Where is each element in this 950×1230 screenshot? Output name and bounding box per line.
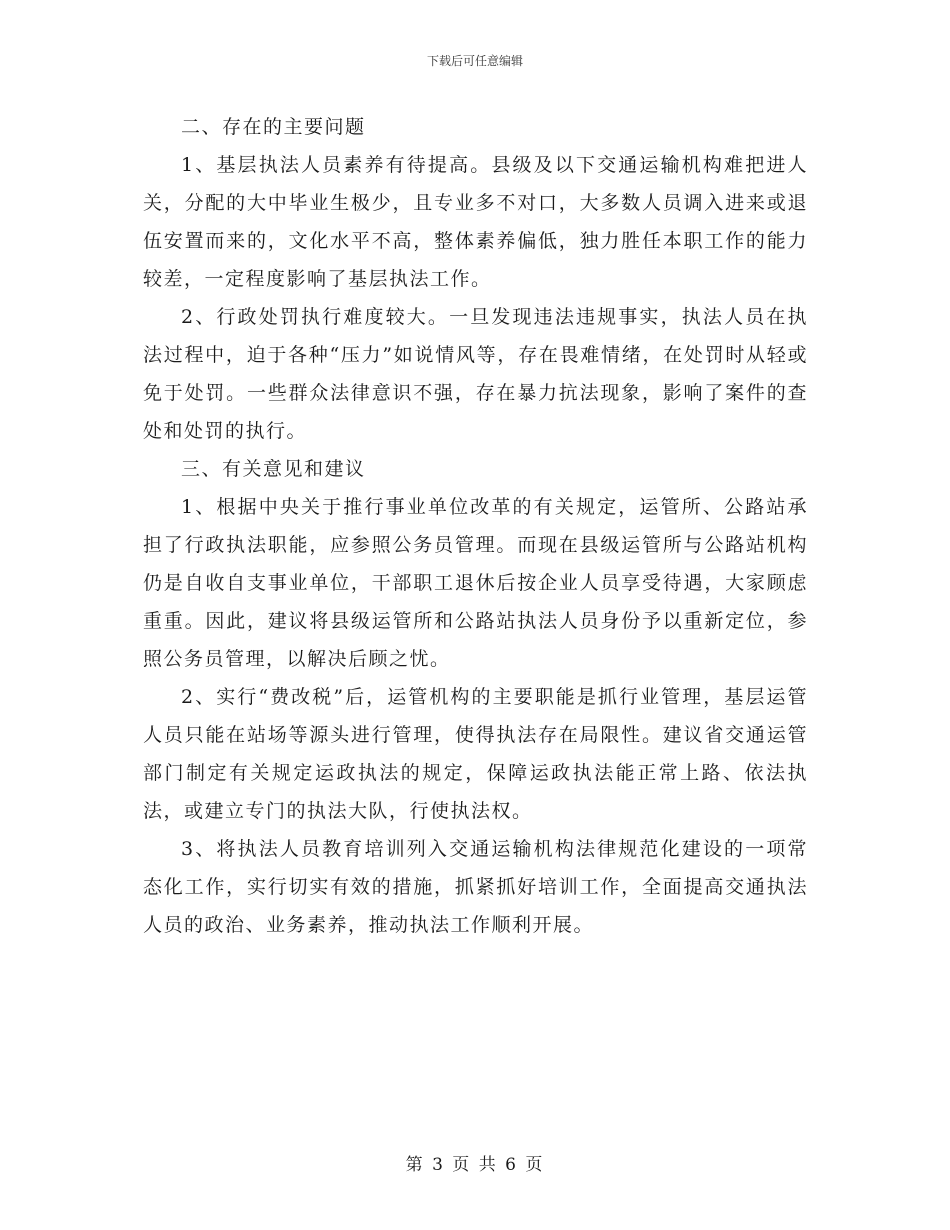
document-body xyxy=(143,108,808,944)
paragraph-suggestion-2: 2、实行“费改税”后，运管机构的主要职能是抓行业管理，基层运管人员只能在站场等源头进行管理，使得执法存在局限性。建议省交通运管部门制定有关规定运政执法的规定，保障运政执法能正常上路、依法执法，或建立专门的执法大队，行使执法权。 xyxy=(143,686,808,822)
paragraph-suggestion-3: 3、将执法人员教育培训列入交通运输机构法律规范化建设的一项常态化工作，实行切实有效的措施，抓紧抓好培训工作，全面提高交通执法人员的政治、业务素养，推动执法工作顺利开展。 xyxy=(143,838,808,936)
paragraph-suggestion-1: 1、根据中央关于推行事业单位改革的有关规定，运管所、公路站承担了行政执法职能，应参照公务员管理。而现在县级运管所与公路站机构仍是自收自支事业单位，干部职工退休后按企业人员享受待遇，大家顾虑重重。因此，建议将县级运管所和公路站执法人员身份予以重新定位，参照公务员管理，以解决后顾之忧。 xyxy=(143,496,808,670)
page-number-footer: 第 3 页 共 6 页 xyxy=(405,1155,545,1175)
paragraph-problem-1: 1、基层执法人员素养有待提高。县级及以下交通运输机构难把进人关，分配的大中毕业生极少，且专业多不对口，大多数人员调入进来或退伍安置而来的，文化水平不高，整体素养偏低，独力胜任本职工作的能力较差，一定程度影响了基层执法工作。 xyxy=(143,154,808,290)
section-heading-problems: 二、存在的主要问题 xyxy=(181,116,366,138)
paragraph-problem-2: 2、行政处罚执行难度较大。一旦发现违法违规事实，执法人员在执法过程中，迫于各种“压力”如说情风等，存在畏难情绪，在处罚时从轻或免于处罚。一些群众法律意识不强，存在暴力抗法现象，影响了案件的查处和处罚的执行。 xyxy=(143,306,808,442)
page-header: 下载后可任意编辑 xyxy=(426,54,523,68)
section-heading-suggestions: 三、有关意见和建议 xyxy=(181,458,366,480)
